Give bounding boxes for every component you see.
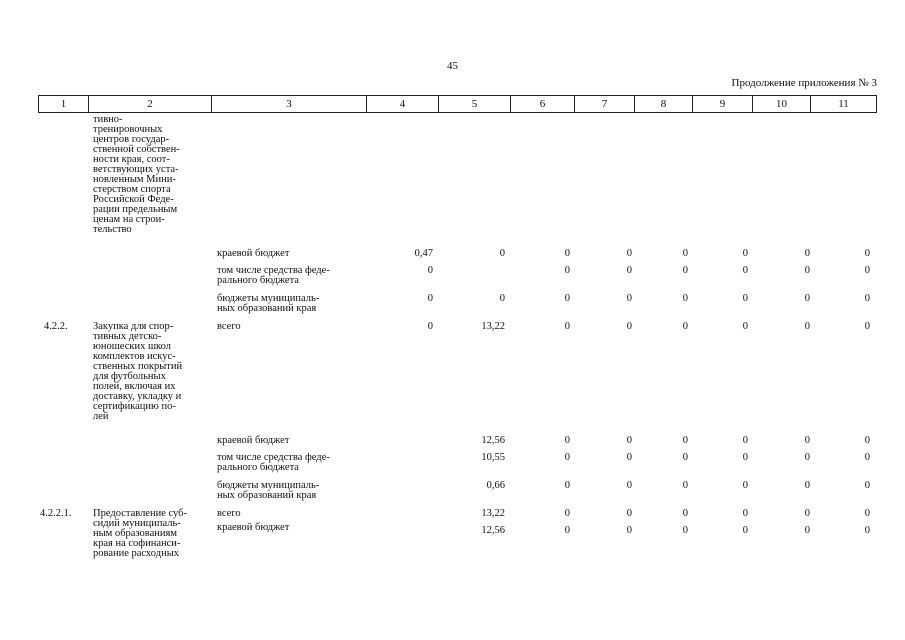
row-value: 0 <box>626 293 632 304</box>
header-col-6: 6 <box>511 96 575 113</box>
header-col-5: 5 <box>439 96 511 113</box>
row-value: 0 <box>742 293 748 304</box>
row-value: 0 <box>742 435 748 446</box>
header-col-3: 3 <box>212 96 367 113</box>
row-value: 0 <box>682 435 688 446</box>
header-col-9: 9 <box>693 96 753 113</box>
row-value: 0 <box>682 480 688 491</box>
row-value: 0,66 <box>486 480 505 491</box>
row-value: 0 <box>564 525 570 536</box>
header-col-8: 8 <box>635 96 693 113</box>
row-value: 0 <box>626 452 632 463</box>
row-name: Закупка для спор- тивных детско- юношеских школ комплектов искус- ственных покрытий для футбольных полей, включая их доставку, укладку и сертификацию по- лей <box>93 321 183 422</box>
row-value: 0 <box>804 265 810 276</box>
row-value: 0 <box>682 452 688 463</box>
row-value: 0 <box>626 480 632 491</box>
row-value: 0 <box>682 321 688 332</box>
row-value: 0 <box>564 480 570 491</box>
row-value: 0 <box>864 321 870 332</box>
row-source: бюджеты муниципаль- ных образований края <box>217 480 320 501</box>
row-value: 0 <box>427 293 433 304</box>
row-value: 0,47 <box>414 248 433 259</box>
row-source: том числе средства феде- рального бюджета <box>217 265 330 286</box>
row-value: 0 <box>742 480 748 491</box>
row-value: 0 <box>682 248 688 259</box>
row-value: 0 <box>804 321 810 332</box>
row-value: 0 <box>864 265 870 276</box>
row-value: 0 <box>427 321 433 332</box>
page-number: 45 <box>447 60 458 72</box>
row-value: 0 <box>626 265 632 276</box>
row-value: 0 <box>626 321 632 332</box>
row-code: 4.2.2.1. <box>40 508 72 519</box>
row-value: 0 <box>742 452 748 463</box>
row-value: 0 <box>682 293 688 304</box>
row-value: 0 <box>804 508 810 519</box>
row-source: краевой бюджет <box>217 522 290 533</box>
row-value: 0 <box>804 525 810 536</box>
header-col-11: 11 <box>811 96 877 113</box>
row-value: 0 <box>804 248 810 259</box>
row-value: 0 <box>682 265 688 276</box>
row-value: 0 <box>864 248 870 259</box>
row-value: 10,55 <box>481 452 505 463</box>
row-value: 0 <box>864 525 870 536</box>
header-col-2: 2 <box>89 96 212 113</box>
row-source: краевой бюджет <box>217 435 290 446</box>
header-col-1: 1 <box>39 96 89 113</box>
row-value: 0 <box>804 452 810 463</box>
row-value: 0 <box>742 265 748 276</box>
row-value: 0 <box>564 293 570 304</box>
row-value: 0 <box>682 508 688 519</box>
row-value: 0 <box>804 435 810 446</box>
row-value: 12,56 <box>481 525 505 536</box>
appendix-label: Продолжение приложения № 3 <box>731 77 877 89</box>
row-value: 0 <box>564 435 570 446</box>
row-value: 0 <box>682 525 688 536</box>
row-source: всего <box>217 321 241 332</box>
table-header <box>38 95 877 113</box>
row-value: 0 <box>499 248 505 259</box>
row-value: 12,56 <box>481 435 505 446</box>
row-value: 0 <box>626 525 632 536</box>
row-value: 0 <box>626 435 632 446</box>
row-source: краевой бюджет <box>217 248 290 259</box>
row-value: 0 <box>564 265 570 276</box>
row-value: 0 <box>564 248 570 259</box>
row-value: 0 <box>564 321 570 332</box>
row-value: 0 <box>864 452 870 463</box>
row-value: 13,22 <box>481 508 505 519</box>
row-source: том числе средства феде- рального бюджета <box>217 452 330 473</box>
row-value: 0 <box>626 508 632 519</box>
row-source: бюджеты муниципаль- ных образований края <box>217 293 320 314</box>
row-value: 0 <box>742 508 748 519</box>
row-value: 0 <box>742 321 748 332</box>
row-value: 0 <box>864 293 870 304</box>
row-value: 0 <box>804 293 810 304</box>
row-value: 0 <box>564 508 570 519</box>
row-value: 0 <box>864 480 870 491</box>
row-code: 4.2.2. <box>44 321 68 332</box>
row-value: 0 <box>864 435 870 446</box>
row-name: тивно- тренировочных центров государ- ственной собствен- ности края, соот- ветствующих уста- новленным Мини- стерством спорта Российской Феде- рации предельным ценам на строи- тельство <box>93 114 180 235</box>
row-value: 0 <box>864 508 870 519</box>
row-value: 0 <box>626 248 632 259</box>
row-value: 0 <box>564 452 570 463</box>
row-value: 0 <box>742 525 748 536</box>
row-value: 0 <box>427 265 433 276</box>
row-name: Предоставление суб- сидий муниципаль- ным образованиям края на софинанси- рование расходных <box>93 508 187 559</box>
header-col-10: 10 <box>753 96 811 113</box>
row-value: 13,22 <box>481 321 505 332</box>
row-value: 0 <box>804 480 810 491</box>
row-source: всего <box>217 508 241 519</box>
header-col-7: 7 <box>575 96 635 113</box>
header-col-4: 4 <box>367 96 439 113</box>
row-value: 0 <box>499 293 505 304</box>
row-value: 0 <box>742 248 748 259</box>
